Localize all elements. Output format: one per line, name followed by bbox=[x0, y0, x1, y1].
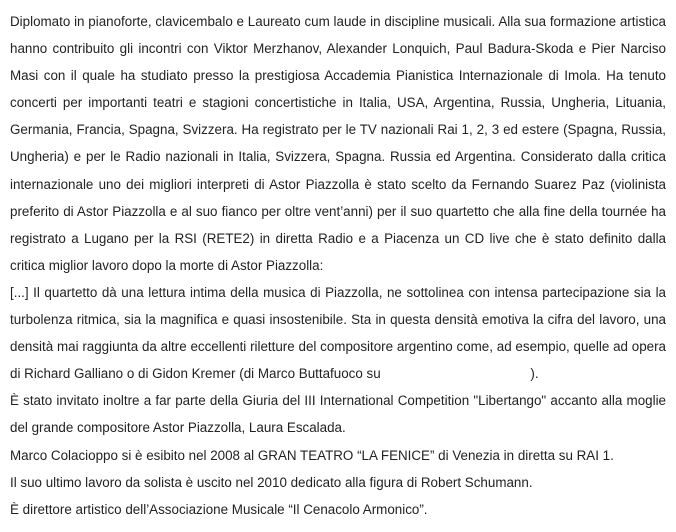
biography-text bbox=[10, 8, 666, 523]
bio-paragraph-review-quote bbox=[10, 279, 666, 387]
bio-paragraph-jury: È stato invitato inoltre a far parte della Giuria del III International Competition "Libertango" accanto alla moglie del grande compositore Astor Piazzolla, Laura Escalada. bbox=[10, 393, 666, 436]
review-quote-text: [...] Il quartetto dà una lettura intima della musica di Piazzolla, ne sottolinea con intensa partecipazione sia la turbolenza ritmica, sia la magnifica e quasi insostenibile. Sta in questa densità emotiva la cifra del lavoro, una densità mai raggiunta da altre eccellenti riletture del compositore argentino come, ad esempio, quelle ad opera di Richard Galliano o di Gidon Kremer (di Marco Buttafuoco su bbox=[10, 284, 666, 382]
bio-paragraph-schumann: Il suo ultimo lavoro da solista è uscito nel 2010 dedicato alla figura di Robert Schumann. bbox=[10, 474, 533, 490]
bio-paragraph-director: È direttore artistico dell’Associazione Musicale “Il Cenacolo Armonico”. bbox=[10, 501, 428, 517]
bio-paragraph-career: Diplomato in pianoforte, clavicembalo e Laureato cum laude in discipline musicali. Alla sua formazione artistica hanno contribuito gli incontri con Viktor Merzhanov, Alexander Lonquich, Paul Badura-Skoda e Pier Narciso Masi con il quale ha studiato presso la prestigiosa Accademia Pianistica Internazionale di Imola. Ha tenuto concerti per importanti teatri e stagioni concertistiche in Italia, USA, Argentina, Russia, Ungheria, Lituania, Germania, Francia, Spagna, Svizzera. Ha registrato per le TV nazionali Rai 1, 2, 3 ed estere (Spagna, Russia, Ungheria) e per le Radio nazionali in Italia, Svizzera, Spagna. Russia ed Argentina. Considerato dalla critica internazionale uno dei migliori interpreti di Astor Piazzolla è stato scelto da Fernando Suarez Paz (violinista preferito di Astor Piazzolla e al suo fianco per oltre vent’anni) per il suo quartetto che alla fine della tournée ha registrato a Lugano per la RSI (RETE2) in diretta Radio e a Piacenza un CD live che è stato definito dalla critica miglior lavoro dopo la morte di Astor Piazzolla: bbox=[10, 14, 666, 273]
bio-paragraph-fenice: Marco Colacioppo si è esibito nel 2008 al GRAN TEATRO “LA FENICE” di Venezia in diretta su RAI 1. bbox=[10, 447, 614, 463]
review-quote-end: ). bbox=[530, 366, 539, 382]
